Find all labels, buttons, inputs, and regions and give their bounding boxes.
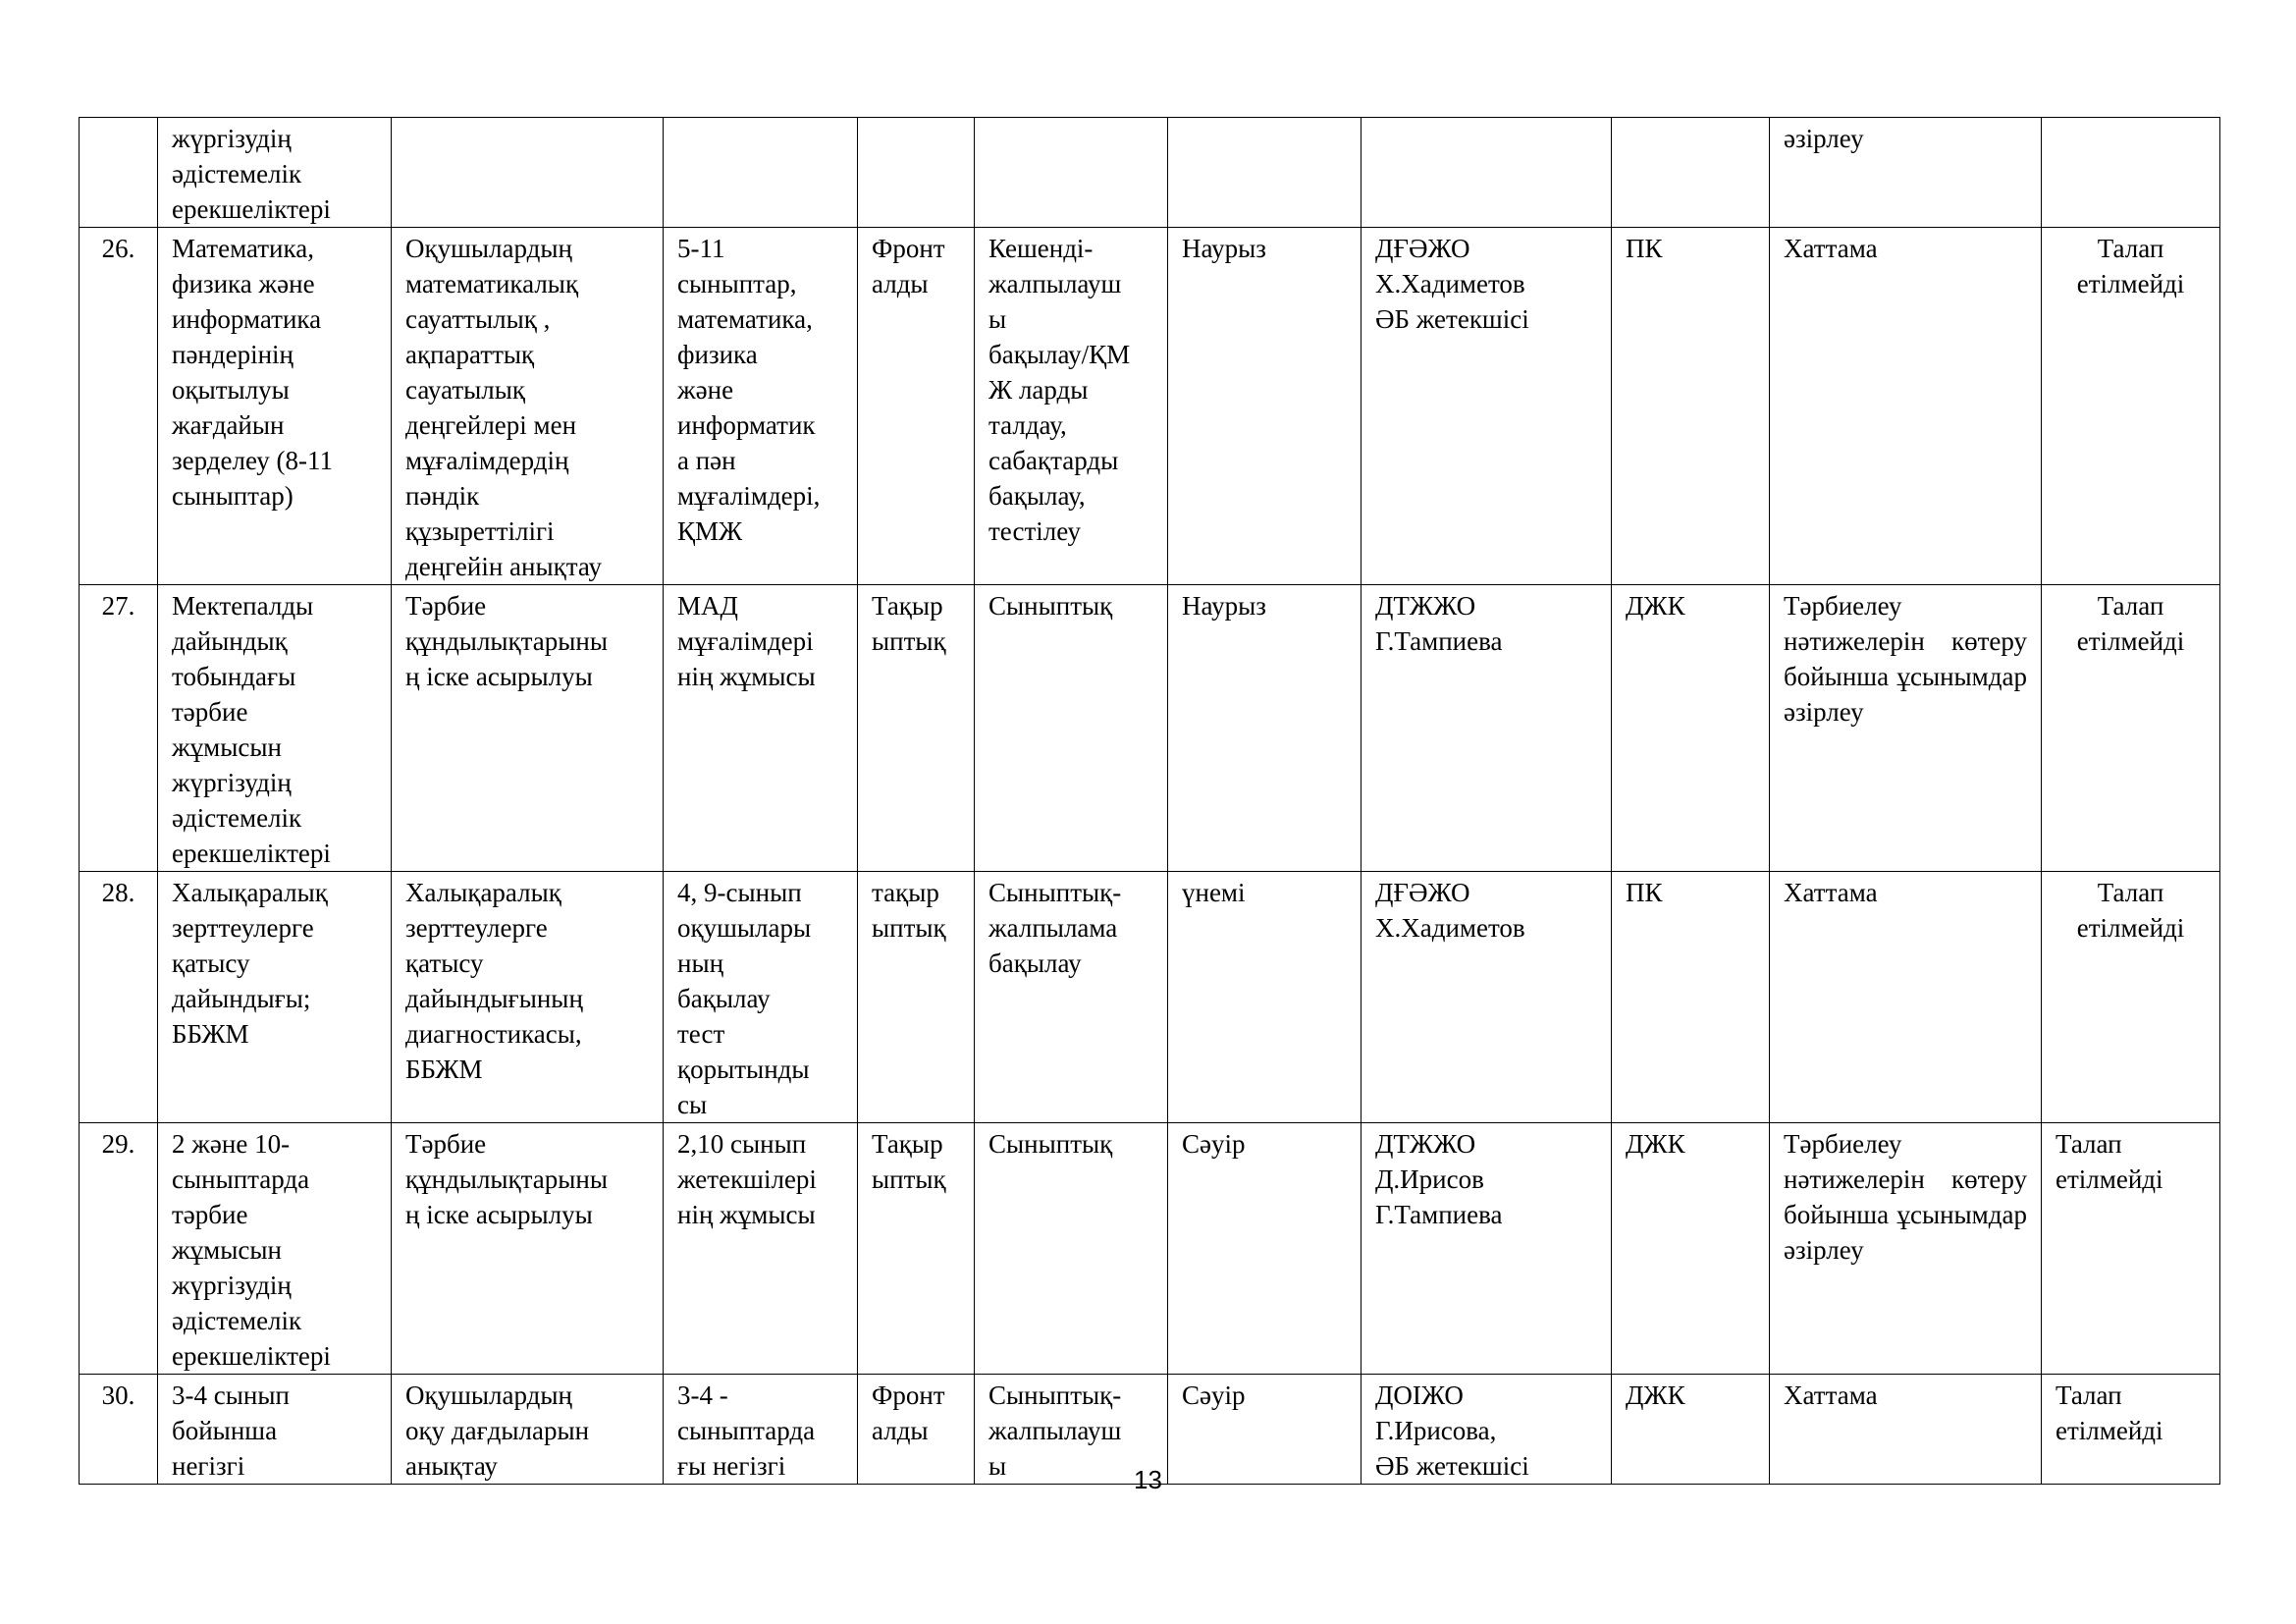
table-row [80, 1123, 2220, 1375]
page-number: 13 [1134, 1465, 1162, 1494]
control-type-cell: Тақыр ыптық [858, 585, 975, 872]
table-row [80, 228, 2220, 585]
object-cell [664, 118, 858, 228]
row-number-cell: 26. [80, 228, 158, 585]
control-type-cell: Фронт алды [858, 228, 975, 585]
control-method-cell [975, 118, 1168, 228]
table-row [80, 118, 2220, 228]
control-type-cell: Тақыр ыптық [858, 1123, 975, 1375]
discussion-place-cell: ДЖК [1612, 585, 1770, 872]
discussion-place-cell: ПК [1612, 872, 1770, 1123]
discussion-place-cell: ДЖК [1612, 1123, 1770, 1375]
discussion-place-cell: ДЖК [1612, 1375, 1770, 1485]
goal-cell: Оқушылардың оқу дағдыларын анықтау [392, 1375, 664, 1485]
date-cell: Наурыз [1168, 228, 1362, 585]
note-cell [2042, 118, 2220, 228]
object-cell: 5-11 сыныптар, математика, физика және информатик а пән мұғалімдері, ҚМЖ [664, 228, 858, 585]
goal-cell: Тәрбие құндылықтарыны ң іске асырылуы [392, 1123, 664, 1375]
responsible-cell: ДҒӘЖО Х.Хадиметов [1362, 872, 1612, 1123]
goal-cell: Халықаралық зерттеулерге қатысу дайындығының диагностикасы, ББЖМ [392, 872, 664, 1123]
goal-cell: Оқушылардың математикалық сауаттылық , ақпараттық сауатылық деңгейлері мен мұғалімдердің пәндік құзыреттілігі деңгейін анықтау [392, 228, 664, 585]
row-number-cell: 30. [80, 1375, 158, 1485]
topic-cell: жүргізудің әдістемелік ерекшеліктері [158, 118, 392, 228]
control-method-cell: Сыныптық- жалпылауш ы [975, 1375, 1168, 1485]
control-type-cell [858, 118, 975, 228]
topic-cell: Халықаралық зерттеулерге қатысу дайындығы; ББЖМ [158, 872, 392, 1123]
object-cell: 2,10 сынып жетекшілері нің жұмысы [664, 1123, 858, 1375]
object-cell: МАД мұғалімдері нің жұмысы [664, 585, 858, 872]
object-cell: 4, 9-сынып оқушылары ның бақылау тест қорытынды сы [664, 872, 858, 1123]
note-cell: Талап етілмейді [2042, 872, 2220, 1123]
goal-cell: Тәрбие құндылықтарыны ң іске асырылуы [392, 585, 664, 872]
note-cell: Талап етілмейді [2042, 1375, 2220, 1485]
topic-cell: 3-4 сынып бойынша негізгі [158, 1375, 392, 1485]
result-cell: Хаттама [1770, 872, 2042, 1123]
result-cell: Тәрбиелеу нәтижелерін көтеру бойынша ұсынымдар әзірлеу [1770, 1123, 2042, 1375]
control-method-cell: Сыныптық [975, 585, 1168, 872]
control-method-cell: Кешенді- жалпылауш ы бақылау/ҚМ Ж ларды талдау, сабақтарды бақылау, тестілеу [975, 228, 1168, 585]
note-cell: Талап етілмейді [2042, 228, 2220, 585]
date-cell: үнемі [1168, 872, 1362, 1123]
result-cell: Тәрбиелеу нәтижелерін көтеру бойынша ұсынымдар әзірлеу [1770, 585, 2042, 872]
table-row [80, 585, 2220, 872]
responsible-cell: ДТЖЖО Г.Тампиева [1362, 585, 1612, 872]
control-plan-table [79, 117, 2220, 1485]
responsible-cell [1362, 118, 1612, 228]
result-cell: әзірлеу [1770, 118, 2042, 228]
control-method-cell: Сыныптық- жалпылама бақылау [975, 872, 1168, 1123]
date-cell: Сәуір [1168, 1123, 1362, 1375]
result-cell: Хаттама [1770, 1375, 2042, 1485]
note-cell: Талап етілмейді [2042, 585, 2220, 872]
discussion-place-cell: ПК [1612, 228, 1770, 585]
date-cell [1168, 118, 1362, 228]
object-cell: 3-4 - сыныптарда ғы негізгі [664, 1375, 858, 1485]
control-method-cell: Сыныптық [975, 1123, 1168, 1375]
topic-cell: 2 және 10- сыныптарда тәрбие жұмысын жүргізудің әдістемелік ерекшеліктері [158, 1123, 392, 1375]
responsible-cell: ДТЖЖО Д.Ирисов Г.Тампиева [1362, 1123, 1612, 1375]
control-type-cell: тақыр ыптық [858, 872, 975, 1123]
table-row [80, 872, 2220, 1123]
note-cell: Талап етілмейді [2042, 1123, 2220, 1375]
responsible-cell: ДҒӘЖО Х.Хадиметов ӘБ жетекшісі [1362, 228, 1612, 585]
date-cell: Наурыз [1168, 585, 1362, 872]
topic-cell: Математика, физика және информатика пәндерінің оқытылуы жағдайын зерделеу (8-11 сыныптар) [158, 228, 392, 585]
row-number-cell: 28. [80, 872, 158, 1123]
row-number-cell: 27. [80, 585, 158, 872]
topic-cell: Мектепалды дайындық тобындағы тәрбие жұмысын жүргізудің әдістемелік ерекшеліктері [158, 585, 392, 872]
row-number-cell [80, 118, 158, 228]
goal-cell [392, 118, 664, 228]
control-type-cell: Фронт алды [858, 1375, 975, 1485]
discussion-place-cell [1612, 118, 1770, 228]
result-cell: Хаттама [1770, 228, 2042, 585]
date-cell: Сәуір [1168, 1375, 1362, 1485]
row-number-cell: 29. [80, 1123, 158, 1375]
responsible-cell: ДОІЖО Г.Ирисова, ӘБ жетекшісі [1362, 1375, 1612, 1485]
